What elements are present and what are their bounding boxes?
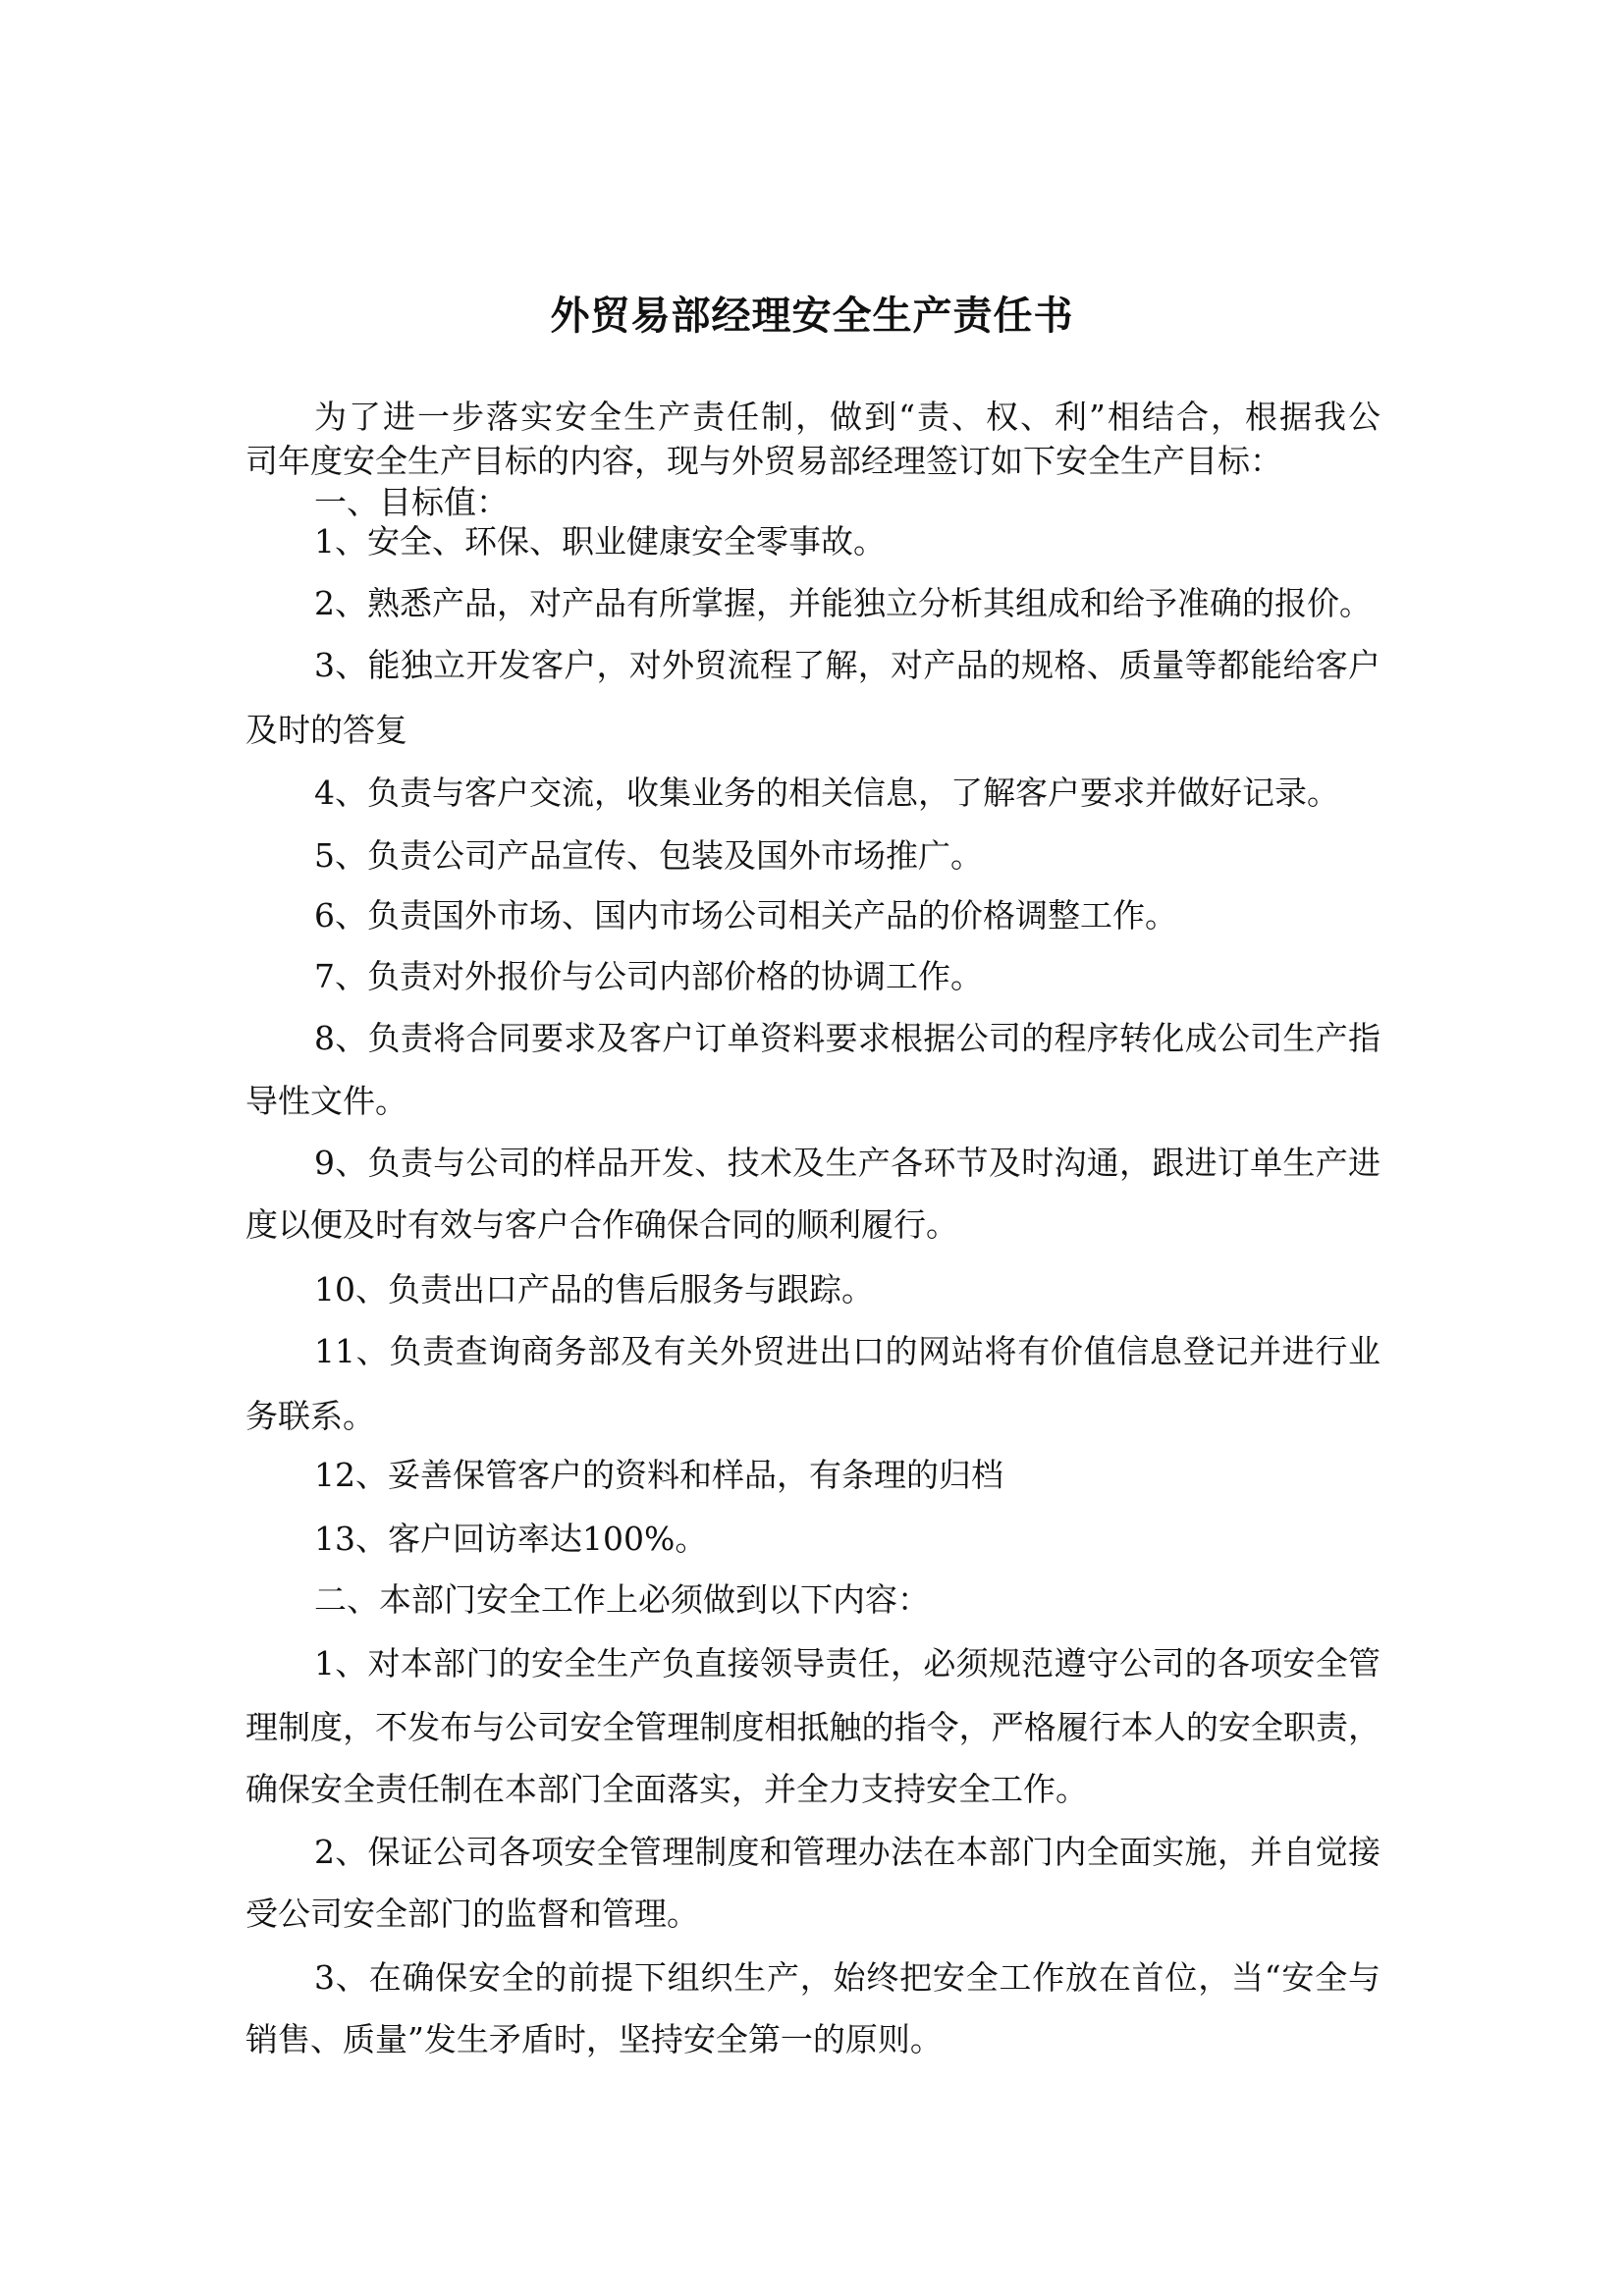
paragraph-3-line-1: 1、安全、环保、职业健康安全零事故。 bbox=[314, 522, 886, 561]
paragraph-17-line-1: 1、对本部门的安全生产负直接领导责任，必须规范遵守公司的各项安全管 bbox=[314, 1644, 1380, 1682]
paragraph-10-line-1: 8、负责将合同要求及客户订单资料要求根据公司的程序转化成公司生产指 bbox=[314, 1019, 1380, 1057]
paragraph-8-line-1: 6、负责国外市场、国内市场公司相关产品的价格调整工作。 bbox=[314, 896, 1177, 934]
paragraph-1-line-1: 为了进一步落实安全生产责任制，做到“责、权、利”相结合，根据我公 bbox=[314, 398, 1380, 436]
paragraph-12-line-1: 10、负责出口产品的售后服务与跟踪。 bbox=[314, 1270, 874, 1308]
paragraph-5-line-1: 3、能独立开发客户，对外贸流程了解，对产品的规格、质量等都能给客户 bbox=[314, 646, 1380, 684]
paragraph-7-line-1: 5、负责公司产品宣传、包装及国外市场推广。 bbox=[314, 836, 983, 875]
paragraph-6-line-1: 4、负责与客户交流，收集业务的相关信息，了解客户要求并做好记录。 bbox=[314, 774, 1339, 812]
paragraph-15-line-1: 13、客户回访率达100%。 bbox=[314, 1520, 708, 1558]
paragraph-18-line-1: 2、保证公司各项安全管理制度和管理办法在本部门内全面实施，并自觉接 bbox=[314, 1833, 1380, 1871]
paragraph-17-line-2: 理制度，不发布与公司安全管理制度相抵触的指令，严格履行本人的安全职责， bbox=[245, 1708, 1380, 1746]
paragraph-11-line-2: 度以便及时有效与客户合作确保合同的顺利履行。 bbox=[245, 1205, 958, 1244]
paragraph-11-line-1: 9、负责与公司的样品开发、技术及生产各环节及时沟通，跟进订单生产进 bbox=[314, 1144, 1380, 1182]
paragraph-9-line-1: 7、负责对外报价与公司内部价格的协调工作。 bbox=[314, 957, 983, 995]
paragraph-16-line-1: 二、本部门安全工作上必须做到以下内容： bbox=[314, 1580, 930, 1619]
paragraph-18-line-2: 受公司安全部门的监督和管理。 bbox=[245, 1895, 699, 1933]
paragraph-13-line-1: 11、负责查询商务部及有关外贸进出口的网站将有价值信息登记并进行业 bbox=[314, 1332, 1380, 1370]
document-title: 外贸易部经理安全生产责任书 bbox=[550, 293, 1074, 339]
paragraph-5-line-2: 及时的答复 bbox=[245, 711, 407, 749]
paragraph-19-line-1: 3、在确保安全的前提下组织生产，始终把安全工作放在首位，当“安全与 bbox=[314, 1958, 1380, 1997]
paragraph-1-line-2: 司年度安全生产目标的内容，现与外贸易部经理签订如下安全生产目标： bbox=[245, 442, 1282, 480]
paragraph-17-line-3: 确保安全责任制在本部门全面落实，并全力支持安全工作。 bbox=[245, 1770, 1088, 1808]
paragraph-14-line-1: 12、妥善保管客户的资料和样品，有条理的归档 bbox=[314, 1456, 1003, 1494]
paragraph-2-line-1: 一、目标值： bbox=[314, 483, 509, 521]
paragraph-13-line-2: 务联系。 bbox=[245, 1397, 375, 1435]
paragraph-19-line-2: 销售、质量”发生矛盾时，坚持安全第一的原则。 bbox=[245, 2020, 943, 2058]
paragraph-10-line-2: 导性文件。 bbox=[245, 1082, 407, 1120]
paragraph-4-line-1: 2、熟悉产品，对产品有所掌握，并能独立分析其组成和给予准确的报价。 bbox=[314, 584, 1372, 622]
